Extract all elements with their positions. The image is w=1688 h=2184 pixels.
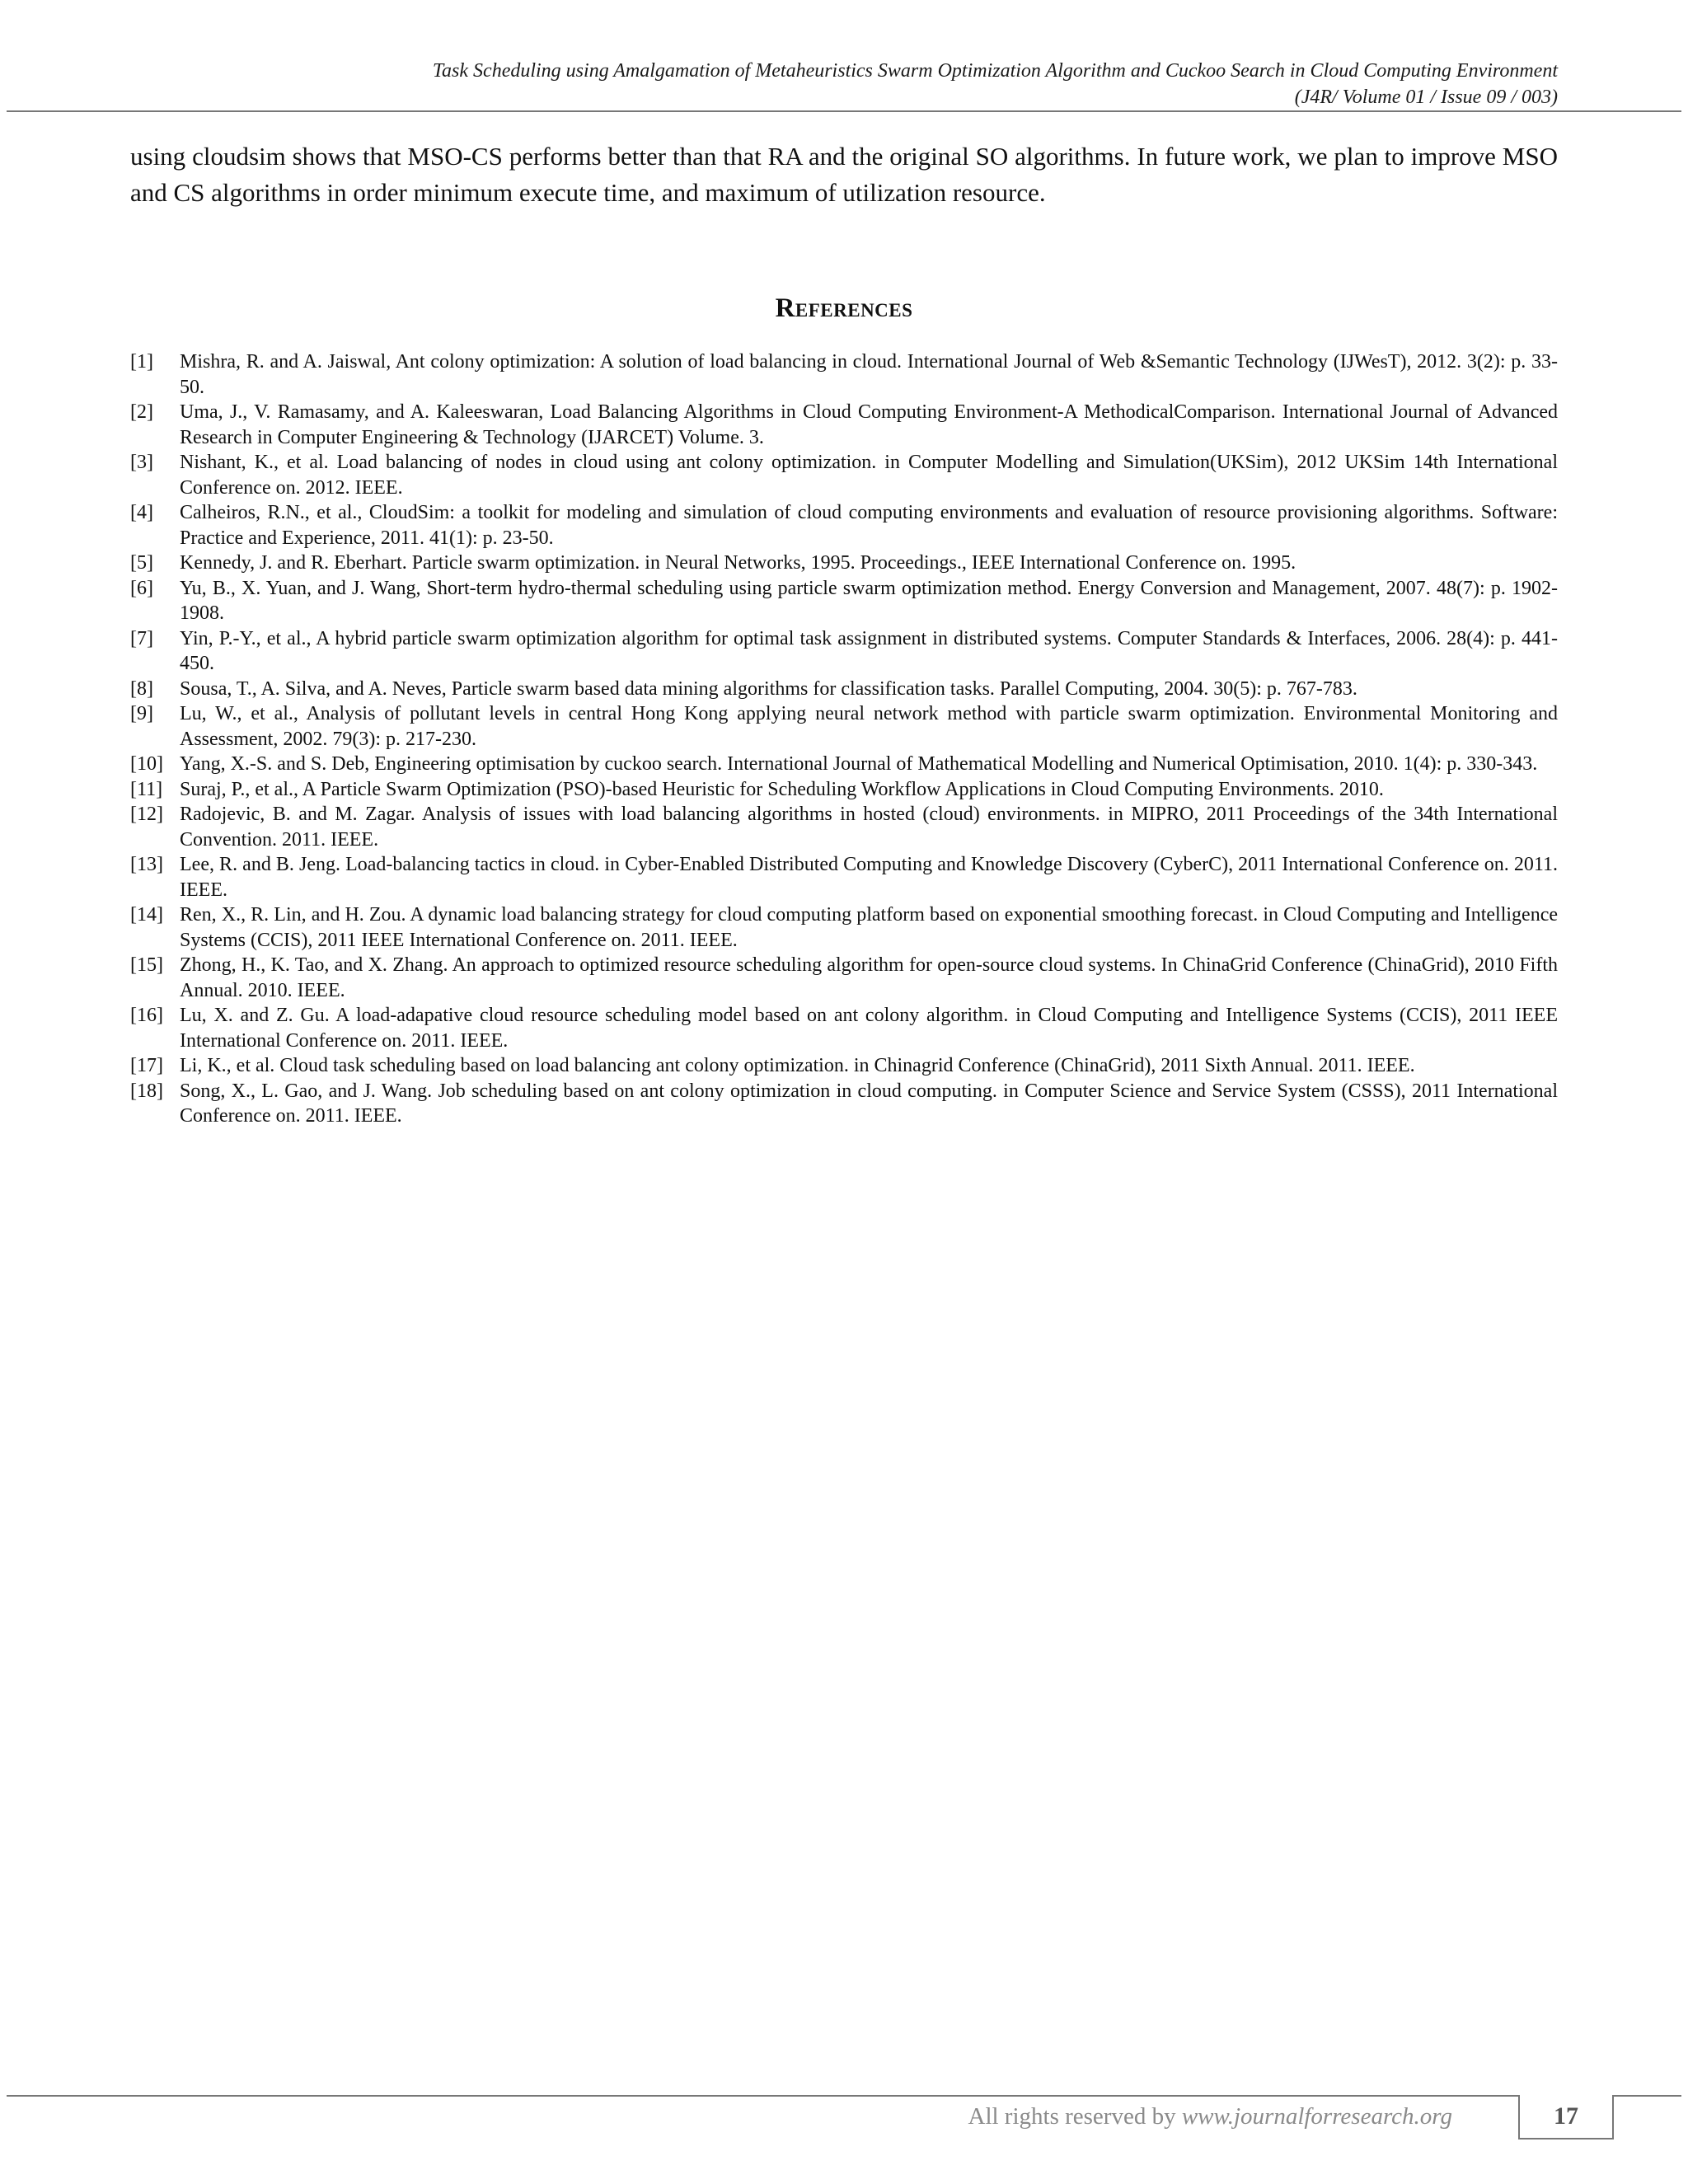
reference-item bbox=[130, 1053, 1558, 1079]
header-divider bbox=[7, 110, 1681, 112]
reference-text: Lee, R. and B. Jeng. Load-balancing tactics in cloud. in Cyber-Enabled Distributed Computing and Knowledge Discovery (CyberC), 2011 International Conference on. 2011. IEEE. bbox=[180, 854, 1558, 901]
reference-number: [13] bbox=[130, 854, 163, 875]
reference-text: Lu, X. and Z. Gu. A load-adapative cloud resource scheduling model based on ant colony algorithm. in Cloud Computing and Intelligence Systems (CCIS), 2011 IEEE International Conference on. 2011. IEEE. bbox=[180, 1005, 1558, 1052]
reference-text: Kennedy, J. and R. Eberhart. Particle swarm optimization. in Neural Networks, 1995. Proceedings., IEEE International Conference on. 1995. bbox=[180, 552, 1296, 574]
reference-number: [12] bbox=[130, 804, 163, 825]
references-list bbox=[130, 349, 1558, 1129]
reference-number: [16] bbox=[130, 1005, 163, 1026]
reference-number: [11] bbox=[130, 778, 163, 800]
reference-text: Yang, X.-S. and S. Deb, Engineering optimisation by cuckoo search. International Journal of Mathematical Modelling and Numerical Optimisation, 2010. 1(4): p. 330-343. bbox=[180, 753, 1538, 775]
reference-text: Ren, X., R. Lin, and H. Zou. A dynamic load balancing strategy for cloud computing platform based on exponential smoothing forecast. in Cloud Computing and Intelligence Systems (CCIS), 2011 IEEE International Conference on. 2011. IEEE. bbox=[180, 904, 1558, 951]
reference-text: Nishant, K., et al. Load balancing of nodes in cloud using ant colony optimization. in Computer Modelling and Simulation(UKSim), 2012 UKSim 14th International Conference on. 2012. IEEE. bbox=[180, 452, 1558, 499]
reference-number: [2] bbox=[130, 401, 153, 423]
header-title: Task Scheduling using Amalgamation of Metaheuristics Swarm Optimization Algorithm and Cuckoo Search in Cloud Computing Environment bbox=[432, 60, 1558, 82]
reference-item bbox=[130, 752, 1558, 777]
reference-number: [4] bbox=[130, 502, 153, 523]
reference-item bbox=[130, 852, 1558, 902]
footer-divider-tail bbox=[1614, 2095, 1681, 2097]
reference-number: [15] bbox=[130, 954, 163, 976]
reference-item bbox=[130, 902, 1558, 953]
reference-number: [17] bbox=[130, 1055, 163, 1076]
reference-item bbox=[130, 551, 1558, 576]
reference-item bbox=[130, 777, 1558, 803]
reference-number: [7] bbox=[130, 627, 153, 649]
reference-text: Li, K., et al. Cloud task scheduling based on load balancing ant colony optimization. in Chinagrid Conference (ChinaGrid), 2011 Sixth Annual. 2011. IEEE. bbox=[180, 1055, 1415, 1076]
reference-number: [9] bbox=[130, 703, 153, 724]
footer-site-link[interactable]: www.journalforresearch.org bbox=[1181, 2103, 1452, 2130]
reference-item bbox=[130, 953, 1558, 1003]
references-heading: References bbox=[775, 293, 913, 323]
reference-text: Uma, J., V. Ramasamy, and A. Kaleeswaran, Load Balancing Algorithms in Cloud Computing Environment-A MethodicalComparison. International Journal of Advanced Research in Computer Engineering & Technology (IJARCET) Volume. 3. bbox=[180, 401, 1558, 448]
reference-number: [3] bbox=[130, 452, 153, 473]
page-content bbox=[130, 138, 1558, 1129]
reference-text: Calheiros, R.N., et al., CloudSim: a toolkit for modeling and simulation of cloud computing environments and evaluation of resource provisioning algorithms. Software: Practice and Experience, 2011. 41(1): p. 23-50. bbox=[180, 502, 1558, 549]
reference-text: Mishra, R. and A. Jaiswal, Ant colony optimization: A solution of load balancing in cloud. International Journal of Web &Semantic Technology (IJWesT), 2012. 3(2): p. 33-50. bbox=[180, 351, 1558, 398]
reference-number: [5] bbox=[130, 552, 153, 574]
reference-item bbox=[130, 349, 1558, 400]
footer-rights bbox=[0, 2102, 1452, 2131]
header-journal-info: (J4R/ Volume 01 / Issue 09 / 003) bbox=[1294, 87, 1558, 108]
reference-number: [18] bbox=[130, 1080, 163, 1102]
reference-text: Suraj, P., et al., A Particle Swarm Optimization (PSO)-based Heuristic for Scheduling Workflow Applications in Cloud Computing Environments. 2010. bbox=[180, 778, 1384, 800]
footer-divider bbox=[7, 2095, 1518, 2097]
reference-number: [10] bbox=[130, 753, 163, 775]
reference-item bbox=[130, 500, 1558, 551]
reference-item bbox=[130, 450, 1558, 500]
page-number: 17 bbox=[1518, 2095, 1614, 2139]
reference-item bbox=[130, 626, 1558, 677]
reference-text: Radojevic, B. and M. Zagar. Analysis of issues with load balancing algorithms in hosted (cloud) environments. in MIPRO, 2011 Proceedings of the 34th International Convention. 2011. IEEE. bbox=[180, 804, 1558, 851]
reference-item bbox=[130, 1079, 1558, 1129]
reference-item bbox=[130, 400, 1558, 450]
reference-text: Yin, P.-Y., et al., A hybrid particle swarm optimization algorithm for optimal task assignment in distributed systems. Computer Standards & Interfaces, 2006. 28(4): p. 441-450. bbox=[180, 627, 1558, 674]
reference-item bbox=[130, 802, 1558, 852]
footer-rights-prefix: All rights reserved by bbox=[968, 2103, 1182, 2130]
running-header bbox=[0, 58, 1558, 110]
reference-number: [1] bbox=[130, 351, 153, 373]
reference-item bbox=[130, 576, 1558, 626]
intro-paragraph: using cloudsim shows that MSO-CS performs better than that RA and the original SO algorithms. In future work, we plan to improve MSO and CS algorithms in order minimum execute time, and maximum of utilization resource. bbox=[130, 142, 1558, 207]
reference-text: Song, X., L. Gao, and J. Wang. Job scheduling based on ant colony optimization in cloud computing. in Computer Science and Service System (CSSS), 2011 International Conference on. 2011. IEEE. bbox=[180, 1080, 1558, 1127]
reference-item bbox=[130, 677, 1558, 702]
reference-number: [14] bbox=[130, 904, 163, 926]
reference-item bbox=[130, 1003, 1558, 1053]
reference-text: Yu, B., X. Yuan, and J. Wang, Short-term hydro-thermal scheduling using particle swarm optimization method. Energy Conversion and Management, 2007. 48(7): p. 1902-1908. bbox=[180, 577, 1558, 624]
reference-text: Zhong, H., K. Tao, and X. Zhang. An approach to optimized resource scheduling algorithm for open-source cloud systems. In ChinaGrid Conference (ChinaGrid), 2010 Fifth Annual. 2010. IEEE. bbox=[180, 954, 1558, 1001]
reference-item bbox=[130, 701, 1558, 752]
reference-text: Sousa, T., A. Silva, and A. Neves, Particle swarm based data mining algorithms for classification tasks. Parallel Computing, 2004. 30(5): p. 767-783. bbox=[180, 677, 1357, 700]
reference-number: [8] bbox=[130, 677, 153, 700]
reference-text: Lu, W., et al., Analysis of pollutant levels in central Hong Kong applying neural network method with particle swarm optimization. Environmental Monitoring and Assessment, 2002. 79(3): p. 217-230. bbox=[180, 703, 1558, 750]
reference-number: [6] bbox=[130, 577, 153, 599]
